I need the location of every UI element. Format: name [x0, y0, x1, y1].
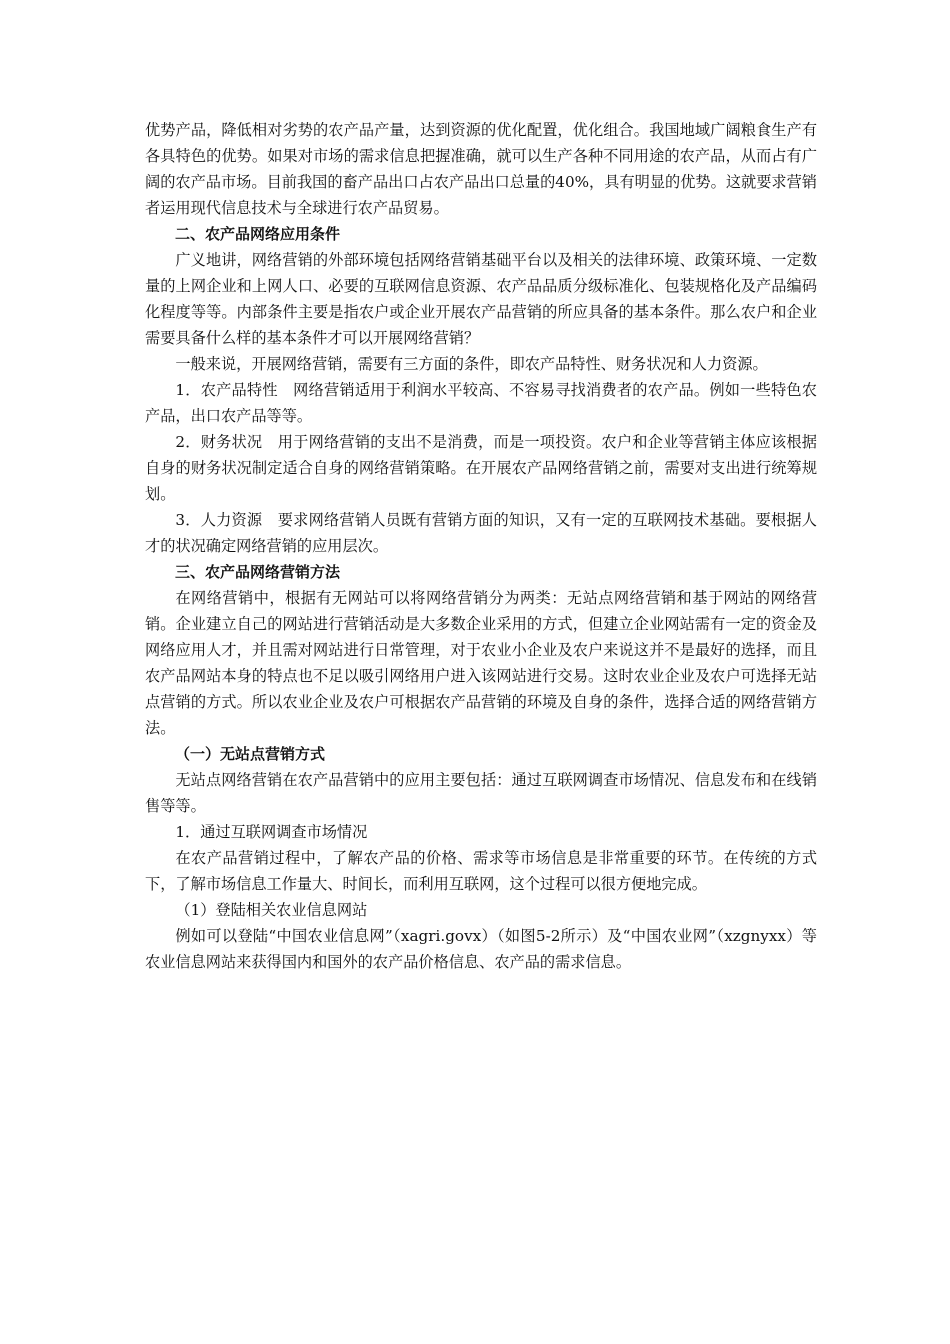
paragraph-human-resources: 3．人力资源 要求网络营销人员既有营销方面的知识，又有一定的互联网技术基础。要根据人才的状况确定网络营销的应用层次。	[145, 511, 817, 555]
paragraph-continued: 优势产品，降低相对劣势的农产品产量，达到资源的优化配置，优化组合。我国地域广阔粮食生产有各具特色的优势。如果对市场的需求信息把握准确，就可以生产各种不同用途的农产品，从而占有广阔的农产品市场。目前我国的畜产品出口占农产品出口总量的40%，具有明显的优势。这就要求营销者运用现代信息技术与全球进行农产品贸易。	[145, 121, 817, 217]
paragraph-marketing-methods: 在网络营销中，根据有无网站可以将网络营销分为两类：无站点网络营销和基于网站的网络营销。企业建立自己的网站进行营销活动是大多数企业采用的方式，但建立企业网站需有一定的资金及网络应用人才，并且需对网站进行日常管理，对于农业小企业及农户来说这并不是最好的选择，而且农产品网站本身的特点也不足以吸引网络用户进入该网站进行交易。这时农业企业及农户可选择无站点营销的方式。所以农业企业及农户可根据农产品营销的环境及自身的条件，选择合适的网络营销方法。	[145, 589, 817, 737]
paragraph-example-sites: 例如可以登陆“中国农业信息网”（xagri.govx）（如图5-2所示）及“中国农业网”（xzgnyxx）等农业信息网站来获得国内和国外的农产品价格信息、农产品的需求信息。	[145, 927, 817, 971]
paragraph-no-site-marketing: 无站点网络营销在农产品营销中的应用主要包括：通过互联网调查市场情况、信息发布和在线销售等等。	[145, 771, 817, 815]
paragraph-product-features: 1．农产品特性 网络营销适用于利润水平较高、不容易寻找消费者的农产品。例如一些特色农产品，出口农产品等等。	[145, 381, 817, 425]
section-heading-2: 二、农产品网络应用条件	[175, 225, 341, 243]
paragraph-environment: 广义地讲，网络营销的外部环境包括网络营销基础平台以及相关的法律环境、政策环境、一定数量的上网企业和上网人口、必要的互联网信息资源、农产品品质分级标准化、包装规格化及产品编码化程度等等。内部条件主要是指农户或企业开展农产品营销的所应具备的基本条件。那么农户和企业需要具备什么样的基本条件才可以开展网络营销？	[145, 251, 817, 347]
paragraph-market-info: 在农产品营销过程中，了解农产品的价格、需求等市场信息是非常重要的环节。在传统的方式下，了解市场信息工作量大、时间长，而利用互联网，这个过程可以很方便地完成。	[145, 849, 817, 893]
paragraph-financial-status: 2．财务状况 用于网络营销的支出不是消费，而是一项投资。农户和企业等营销主体应该根据自身的财务状况制定适合自身的网络营销策略。在开展农产品网络营销之前，需要对支出进行统筹规划。	[145, 433, 817, 503]
section-heading-3: 三、农产品网络营销方法	[175, 563, 341, 581]
document-body	[145, 117, 817, 975]
paragraph-three-conditions: 一般来说，开展网络营销，需要有三方面的条件，即农产品特性、财务状况和人力资源。	[175, 355, 768, 373]
list-item-login-sites: （1）登陆相关农业信息网站	[175, 901, 368, 919]
list-item-market-survey: 1．通过互联网调查市场情况	[175, 823, 368, 841]
subsection-heading-1: （一）无站点营销方式	[175, 745, 326, 763]
